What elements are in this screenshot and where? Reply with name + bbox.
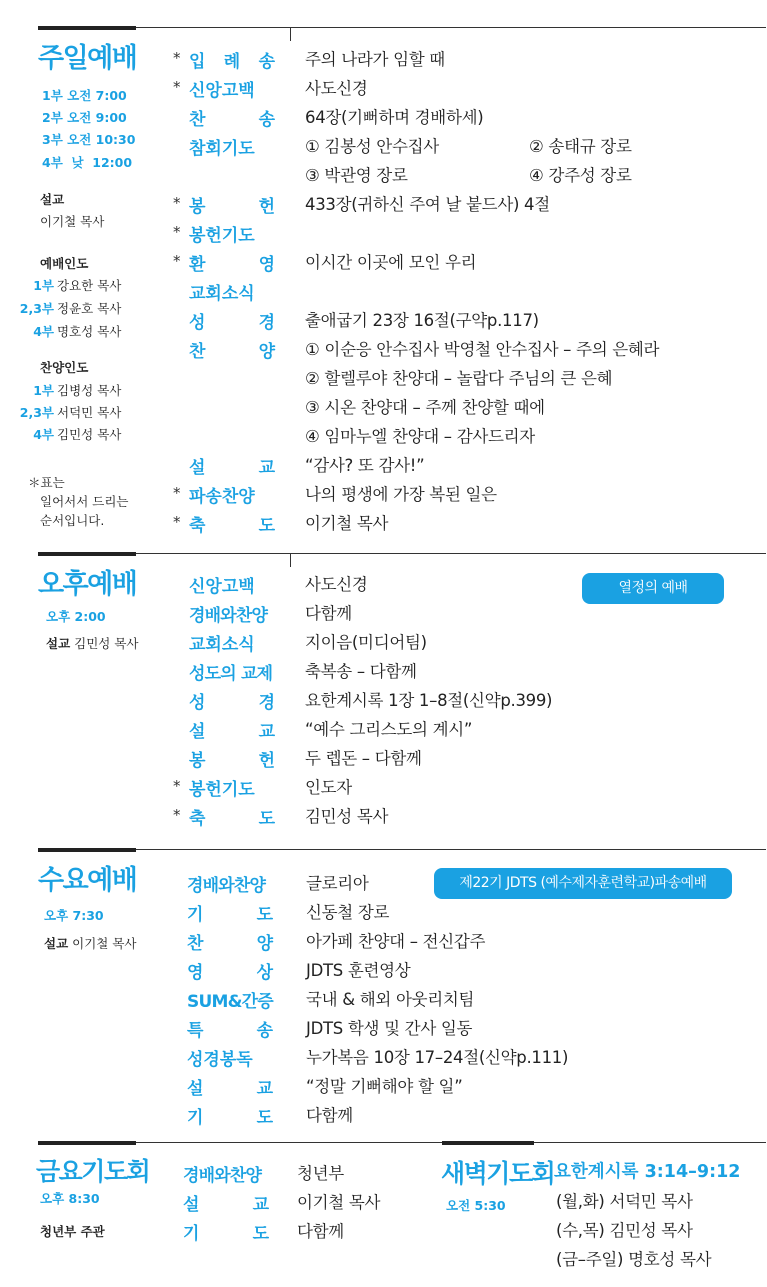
order-value: ④ 임마누엘 찬양대 – 감사드리자 — [305, 427, 535, 446]
order-label: 설 교 — [183, 1195, 269, 1215]
dawn-time: 오전 5:30 — [446, 1198, 506, 1213]
leader-part: 1부 — [33, 278, 54, 293]
section-bar — [38, 26, 136, 30]
order-label: 참회기도 — [189, 139, 255, 159]
required-star: * — [173, 777, 181, 795]
order-value: 다함께 — [305, 604, 352, 623]
order-value: 64장(기뻐하며 경배하세) — [305, 108, 484, 127]
afternoon-sermon: 설교 김민성 목사 — [46, 636, 139, 651]
order-value: “감사? 또 감사!” — [305, 456, 425, 475]
order-value: JDTS 학생 및 간사 일동 — [306, 1019, 473, 1038]
leader-part: 4부 — [33, 324, 54, 339]
order-value: 인도자 — [305, 778, 352, 797]
order-label: 파송찬양 — [189, 487, 255, 507]
order-label: 봉 헌 — [189, 197, 275, 217]
required-star: * — [173, 484, 181, 502]
order-label: 교회소식 — [189, 284, 255, 304]
leader-label: 예배인도 — [40, 256, 89, 271]
order-value: 이시간 이곳에 모인 우리 — [305, 253, 477, 272]
order-label: 축 도 — [189, 809, 275, 829]
leader-name: 김병성 목사 — [57, 383, 122, 398]
order-label: 설 교 — [187, 1079, 273, 1099]
order-value: 이기철 목사 — [297, 1193, 381, 1212]
order-label: 기 도 — [187, 905, 273, 925]
order-label: 신앙고백 — [189, 577, 255, 597]
order-value: 국내 & 해외 아웃리치팀 — [306, 990, 475, 1009]
order-label: 특 송 — [187, 1021, 273, 1041]
section-bar — [38, 1141, 136, 1145]
order-value: 요한계시록 1장 1–8절(신약p.399) — [305, 691, 553, 710]
dawn-line-3: (금–주일) 명호성 목사 — [556, 1250, 712, 1269]
order-label: 경배와찬양 — [187, 876, 266, 896]
section-bar — [38, 552, 136, 556]
order-label: 교회소식 — [189, 635, 255, 655]
leader-name: 강요한 목사 — [57, 278, 122, 293]
order-value: ① 이순응 안수집사 박영철 안수집사 – 주의 은혜라 — [305, 340, 660, 359]
leader-part: 2,3부 — [19, 301, 54, 316]
leader-row — [0, 425, 140, 443]
note-line-3: 순서입니다. — [40, 513, 105, 528]
leader-row — [0, 322, 140, 340]
order-label: 성 경 — [189, 693, 275, 713]
order-value: 아가페 찬양대 – 전신갑주 — [306, 932, 486, 951]
order-label: 기 도 — [187, 1108, 273, 1128]
dawn-title: 새벽기도회 — [441, 1159, 555, 1188]
leader-row — [0, 276, 140, 294]
order-label: 찬 양 — [187, 934, 273, 954]
dawn-line-1: (월,화) 서덕민 목사 — [556, 1192, 693, 1211]
leader-part: 4부 — [33, 427, 54, 442]
sunday-time-4: 4부 낮 12:00 — [42, 155, 133, 170]
order-label: 환 영 — [189, 255, 275, 275]
section-divider — [534, 1142, 766, 1143]
order-label: 경배와찬양 — [189, 606, 268, 626]
friday-title: 금요기도회 — [36, 1157, 150, 1186]
order-label: 성도의 교제 — [189, 664, 273, 684]
afternoon-title: 오후예배 — [38, 569, 137, 600]
order-label: 찬 송 — [189, 110, 275, 130]
required-star: * — [173, 806, 181, 824]
section-bar — [38, 848, 136, 852]
order-value-secondary: ② 송태규 장로 — [529, 137, 632, 156]
required-star: * — [173, 223, 181, 241]
order-label: 봉헌기도 — [189, 226, 255, 246]
section-bar — [442, 1141, 534, 1145]
leader-name: 정윤호 목사 — [57, 301, 122, 316]
wednesday-time: 오후 7:30 — [44, 908, 104, 923]
order-label: 기 도 — [183, 1224, 269, 1244]
section-divider — [136, 27, 766, 28]
order-value: ① 김봉성 안수집사 — [305, 137, 439, 156]
order-value: 누가복음 10장 17–24절(신약p.111) — [306, 1048, 569, 1067]
leader-row — [0, 299, 140, 317]
order-label: 영 상 — [187, 963, 273, 983]
order-value: 433장(귀하신 주여 날 붙드사) 4절 — [305, 195, 550, 214]
wednesday-title: 수요예배 — [38, 865, 137, 896]
wednesday-badge: 제22기 JDTS (예수제자훈련학교)파송예배 — [434, 868, 732, 899]
order-label: 성경봉독 — [187, 1050, 253, 1070]
order-label: SUM&간증 — [187, 992, 273, 1012]
dawn-scripture: 요한계시록 3:14–9:12 — [554, 1162, 741, 1182]
afternoon-badge: 열정의 예배 — [582, 573, 724, 604]
sermon-label: 설교 — [40, 192, 65, 207]
order-value: ③ 시온 찬양대 – 주께 찬양할 때에 — [305, 398, 545, 417]
divider-tick — [290, 553, 291, 567]
order-value: JDTS 훈련영상 — [306, 961, 411, 980]
leader-part: 2,3부 — [19, 405, 54, 420]
order-value: 다함께 — [306, 1106, 353, 1125]
order-value: 글로리아 — [306, 874, 369, 893]
dawn-line-2: (수,목) 김민성 목사 — [556, 1221, 693, 1240]
order-label: 봉헌기도 — [189, 780, 255, 800]
section-divider — [136, 849, 766, 850]
order-value: 축복송 – 다함께 — [305, 662, 417, 681]
leader-name: 서덕민 목사 — [57, 405, 122, 420]
note-line-2: 일어서서 드리는 — [40, 494, 129, 509]
order-label: 축 도 — [189, 516, 275, 536]
section-divider — [136, 553, 766, 554]
order-value: 주의 나라가 임할 때 — [305, 50, 445, 69]
sunday-time-3: 3부 오전 10:30 — [42, 132, 136, 147]
order-value: 사도신경 — [305, 79, 368, 98]
order-value-secondary: ④ 강주성 장로 — [529, 166, 632, 185]
order-value: 다함께 — [297, 1222, 344, 1241]
order-label: 찬 양 — [189, 342, 275, 362]
order-value: ③ 박관영 장로 — [305, 166, 408, 185]
leader-name: 김민성 목사 — [57, 427, 122, 442]
order-label: 경배와찬양 — [183, 1166, 262, 1186]
leader-part: 1부 — [33, 383, 54, 398]
sunday-time-2: 2부 오전 9:00 — [42, 110, 127, 125]
required-star: * — [173, 513, 181, 531]
order-label: 신앙고백 — [189, 81, 255, 101]
required-star: * — [173, 78, 181, 96]
sunday-title: 주일예배 — [38, 43, 137, 74]
afternoon-time: 오후 2:00 — [46, 609, 106, 624]
order-value: 청년부 — [297, 1164, 344, 1183]
order-label: 설 교 — [189, 722, 275, 742]
sunday-time-1: 1부 오전 7:00 — [42, 88, 127, 103]
wednesday-sermon: 설교 이기철 목사 — [44, 936, 137, 951]
friday-time: 오후 8:30 — [40, 1191, 100, 1206]
order-value: 이기철 목사 — [305, 514, 389, 533]
order-value: 출애굽기 23장 16절(구약p.117) — [305, 311, 539, 330]
divider-tick — [290, 27, 291, 41]
order-value: 나의 평생에 가장 복된 일은 — [305, 485, 497, 504]
leader-row — [0, 381, 140, 399]
praise-label: 찬양인도 — [40, 360, 89, 375]
leader-name: 명호성 목사 — [57, 324, 122, 339]
order-value: 김민성 목사 — [305, 807, 389, 826]
order-label: 입 례 송 — [189, 52, 275, 72]
order-value: ② 할렐루야 찬양대 – 놀랍다 주님의 큰 은혜 — [305, 369, 613, 388]
order-value: 지이음(미디어팀) — [305, 633, 427, 652]
friday-note: 청년부 주관 — [40, 1224, 105, 1239]
required-star: * — [173, 252, 181, 270]
order-label: 봉 헌 — [189, 751, 275, 771]
order-value: 두 렙돈 – 다함께 — [305, 749, 422, 768]
order-value: 사도신경 — [305, 575, 368, 594]
order-value: 신동철 장로 — [306, 903, 390, 922]
section-divider — [136, 1142, 442, 1143]
order-label: 설 교 — [189, 458, 275, 478]
order-value: “예수 그리스도의 계시” — [305, 720, 473, 739]
order-label: 성 경 — [189, 313, 275, 333]
order-value: “정말 기뻐해야 할 일” — [306, 1077, 463, 1096]
required-star: * — [173, 49, 181, 67]
required-star: * — [173, 194, 181, 212]
note-line-1: ＊표는 — [28, 475, 65, 490]
leader-row — [0, 403, 140, 421]
sermon-name: 이기철 목사 — [40, 214, 105, 229]
